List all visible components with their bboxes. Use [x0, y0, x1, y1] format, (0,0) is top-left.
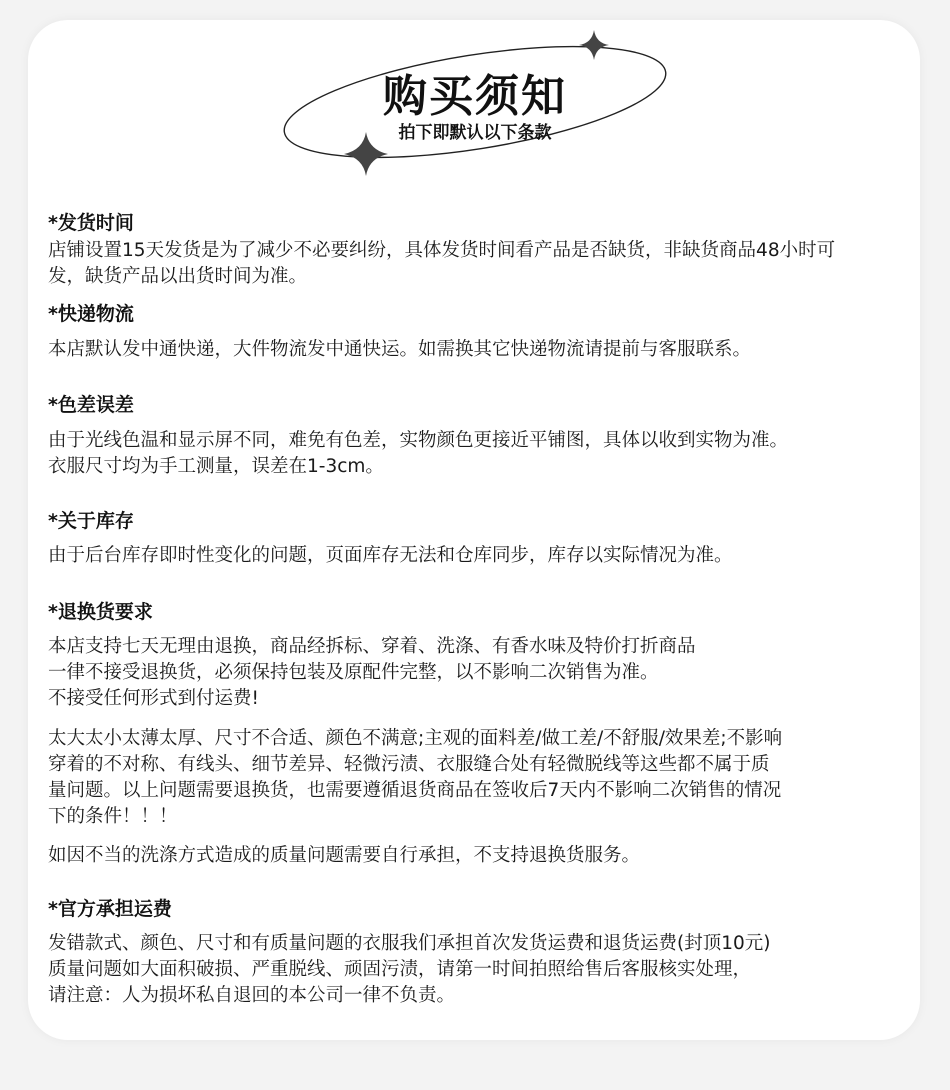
text-line: 下的条件！！！ [48, 806, 178, 827]
section-title-returns: *退换货要求 [48, 601, 153, 623]
text-line: 店铺设置15天发货是为了减少不必要纠纷，具体发货时间看产品是否缺货，非缺货商品48小时可 [48, 240, 836, 261]
header [0, 0, 950, 190]
paragraph-returns-exclusions [48, 726, 918, 830]
text-line: 发，缺货产品以出货时间为准。 [48, 266, 308, 287]
text-line: 量问题。以上问题需要退换货，也需要遵循退货商品在签收后7天内不影响二次销售的情况 [48, 780, 782, 801]
section-title-inventory: *关于库存 [48, 510, 134, 532]
text-line: 如因不当的洗涤方式造成的质量问题需要自行承担，不支持退换货服务。 [48, 845, 641, 866]
paragraph-color-difference [48, 428, 918, 480]
paragraph-shipping-time [48, 238, 918, 290]
sparkle-star-icon [579, 30, 609, 60]
page-subtitle: 拍下即默认以下条款 [398, 123, 552, 143]
text-line: 一律不接受退换货，必须保持包装及原配件完整，以不影响二次销售为准。 [48, 662, 659, 683]
text-line: 本店支持七天无理由退换，商品经拆标、穿着、洗涤、有香水味及特价打折商品 [48, 636, 696, 657]
text-line: 衣服尺寸均为手工测量，误差在1-3cm。 [48, 456, 384, 477]
page-title: 购买须知 [383, 71, 567, 122]
text-line: 由于光线色温和显示屏不同，难免有色差，实物颜色更接近平铺图，具体以收到实物为准。 [48, 430, 789, 451]
text-line: 请注意：人为损坏私自退回的本公司一律不负责。 [48, 985, 456, 1006]
text-line: 发错款式、颜色、尺寸和有质量问题的衣服我们承担首次发货运费和退货运费(封顶10元) [48, 933, 771, 954]
section-title-color-difference: *色差误差 [48, 394, 134, 416]
section-title-shipping-fee: *官方承担运费 [48, 898, 172, 920]
text-line: 太大太小太薄太厚、尺寸不合适、颜色不满意;主观的面料差/做工差/不舒服/效果差;不影响 [48, 728, 783, 749]
text-line: 穿着的不对称、有线头、细节差异、轻微污渍、衣服缝合处有轻微脱线等这些都不属于质 [48, 754, 770, 775]
text-line: 不接受任何形式到付运费! [48, 688, 259, 709]
paragraph-returns-washing [48, 843, 918, 869]
paragraph-shipping-fee [48, 931, 918, 1009]
paragraph-returns-policy [48, 634, 918, 712]
paragraph-inventory [48, 543, 918, 569]
text-line: 由于后台库存即时性变化的问题，页面库存无法和仓库同步，库存以实际情况为准。 [48, 545, 733, 566]
text-line: 质量问题如大面积破损、严重脱线、顽固污渍，请第一时间拍照给售后客服核实处理， [48, 959, 752, 980]
section-title-shipping-time: *发货时间 [48, 212, 134, 234]
paragraph-logistics [48, 337, 918, 363]
text-line: 本店默认发中通快递，大件物流发中通快运。如需换其它快递物流请提前与客服联系。 [48, 339, 752, 360]
section-title-logistics: *快递物流 [48, 303, 134, 325]
